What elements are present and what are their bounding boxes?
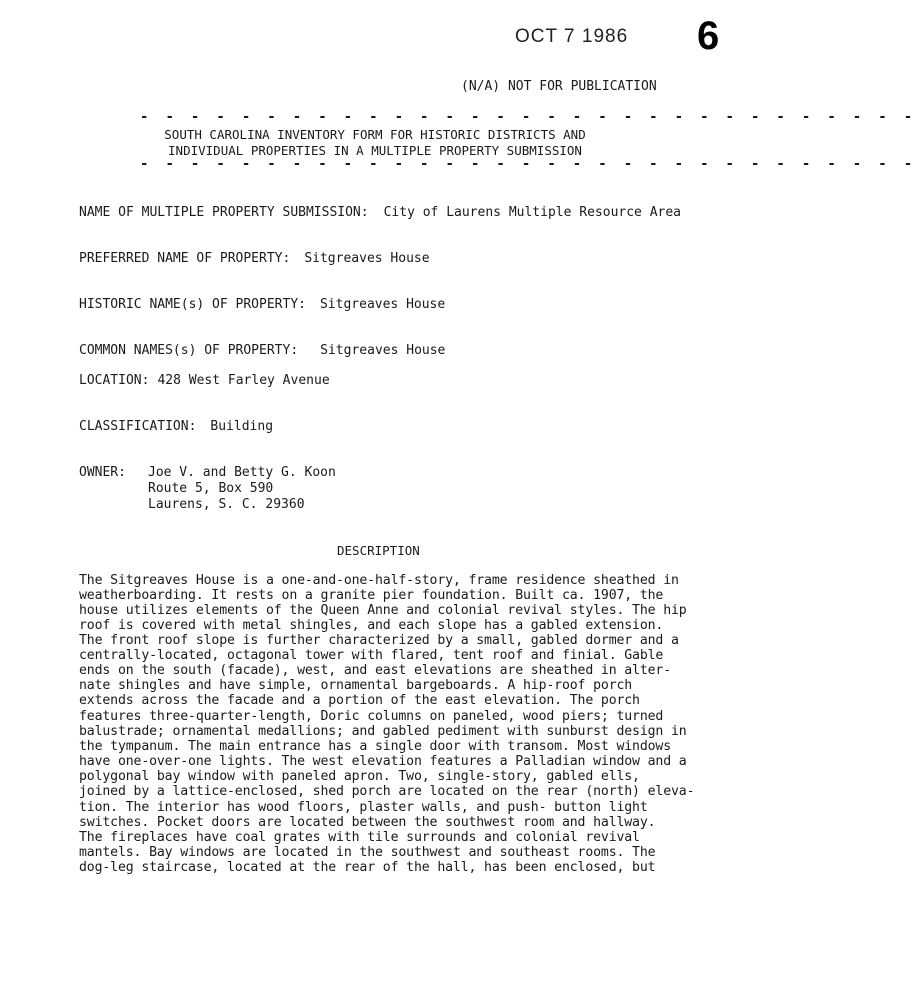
description-line: have one-over-one lights. The west elevation features a Palladian window and a	[79, 754, 687, 769]
description-line: centrally-located, octagonal tower with flared, tent roof and finial. Gable	[79, 648, 664, 663]
dashed-rule-top: - - - - - - - - - - - - - - - - - - - - - - - - - - - - - - -	[140, 109, 916, 125]
owner-line: Laurens, S. C. 29360	[148, 497, 305, 512]
field-value: City of Laurens Multiple Resource Area	[383, 205, 682, 220]
field-historic-name	[79, 297, 445, 312]
description-line: The front roof slope is further characterized by a small, gabled dormer and a	[79, 633, 679, 648]
description-heading: DESCRIPTION	[337, 543, 420, 558]
description-line: switches. Pocket doors are located between the southwest room and hallway.	[79, 815, 656, 830]
not-for-publication-note: (N/A) NOT FOR PUBLICATION	[461, 79, 657, 94]
description-line: balustrade; ornamental medallions; and gabled pediment with sunburst design in	[79, 724, 687, 739]
field-location	[79, 373, 330, 388]
form-title-line-1: SOUTH CAROLINA INVENTORY FORM FOR HISTORIC DISTRICTS AND	[164, 127, 586, 142]
received-date-stamp: OCT 7 1986	[515, 26, 629, 47]
owner-line: Joe V. and Betty G. Koon	[148, 465, 336, 480]
description-line: the tympanum. The main entrance has a single door with transom. Most windows	[79, 739, 672, 754]
description-line: ends on the south (facade), west, and east elevations are sheathed in alter-	[79, 663, 672, 678]
field-label: NAME OF MULTIPLE PROPERTY SUBMISSION:	[79, 205, 369, 220]
description-line: roof is covered with metal shingles, and each slope has a gabled extension.	[79, 618, 664, 633]
field-classification	[79, 419, 273, 434]
field-value: Sitgreaves House	[320, 343, 446, 358]
description-line: tion. The interior has wood floors, plaster walls, and push- button light	[79, 800, 648, 815]
dashed-rule-bottom: - - - - - - - - - - - - - - - - - - - - - - - - - - - - - - -	[140, 156, 916, 172]
description-line: extends across the facade and a portion of the east elevation. The porch	[79, 693, 640, 708]
form-title-line-2: INDIVIDUAL PROPERTIES IN A MULTIPLE PROPERTY SUBMISSION	[168, 143, 582, 158]
field-preferred-name	[79, 251, 430, 266]
description-line: joined by a lattice-enclosed, shed porch are located on the rear (north) eleva-	[79, 784, 695, 799]
description-line: features three-quarter-length, Doric columns on paneled, wood piers; turned	[79, 709, 664, 724]
page-marker: 6	[697, 14, 720, 58]
field-value: Building	[210, 419, 274, 434]
description-line: polygonal bay window with paneled apron. Two, single-story, gabled ells,	[79, 769, 640, 784]
field-label: LOCATION:	[79, 373, 150, 388]
description-line: house utilizes elements of the Queen Anne and colonial revival styles. The hip	[79, 603, 687, 618]
description-line: The fireplaces have coal grates with tile surrounds and colonial revival	[79, 830, 640, 845]
field-value: Sitgreaves House	[319, 297, 446, 312]
field-value: 428 West Farley Avenue	[157, 373, 330, 388]
field-submission	[79, 205, 681, 220]
description-line: dog-leg staircase, located at the rear of the hall, has been enclosed, but	[79, 860, 656, 875]
owner-label: OWNER:	[79, 465, 126, 480]
field-value: Sitgreaves House	[304, 251, 430, 266]
field-common-names	[79, 343, 445, 358]
field-label: COMMON NAMES(s) OF PROPERTY:	[79, 343, 299, 358]
owner-line: Route 5, Box 590	[148, 481, 274, 496]
field-label: CLASSIFICATION:	[79, 419, 197, 434]
field-label: PREFERRED NAME OF PROPERTY:	[79, 251, 291, 266]
description-line: nate shingles and have simple, ornamental bargeboards. A hip-roof porch	[79, 678, 633, 693]
description-line: weatherboarding. It rests on a granite pier foundation. Built ca. 1907, the	[79, 588, 664, 603]
field-label: HISTORIC NAME(s) OF PROPERTY:	[79, 297, 306, 312]
description-line: mantels. Bay windows are located in the southwest and southeast rooms. The	[79, 845, 656, 860]
description-line: The Sitgreaves House is a one-and-one-half-story, frame residence sheathed in	[79, 573, 679, 588]
